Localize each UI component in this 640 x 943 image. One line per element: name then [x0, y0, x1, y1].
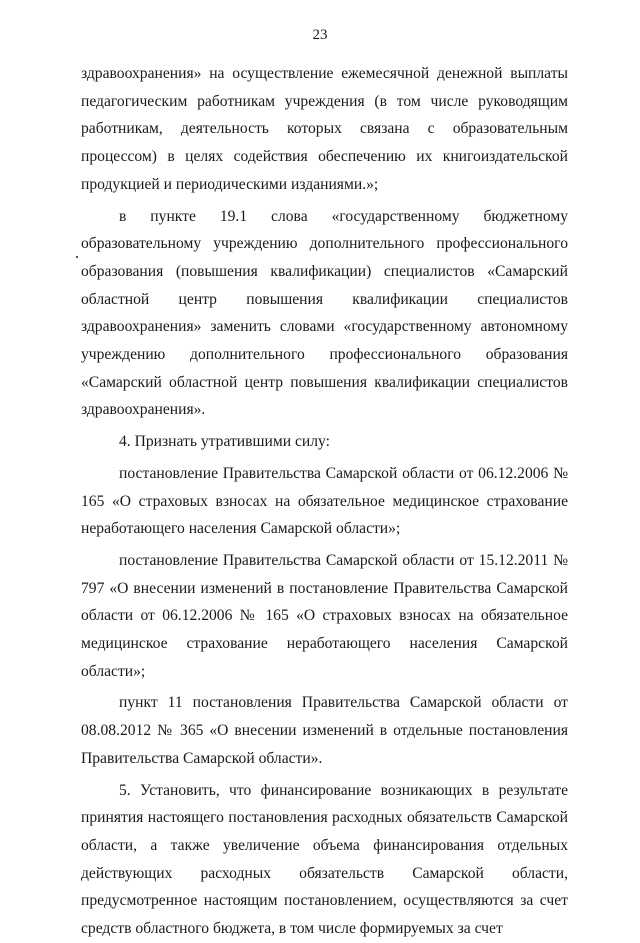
- paragraph-repeal-797: постановление Правительства Самарской области от 15.12.2011 № 797 «О внесении изменений в постановление Правительства Самарской области от 06.12.2006 № 165 «О страховых взносах на обязательное медицинское страхование неработающего населения Самарской области»;: [81, 551, 568, 680]
- paragraph-repeal-165: постановление Правительства Самарской области от 06.12.2006 № 165 «О страховых взносах на обязательное медицинское страхование неработающего населения Самарской области»;: [81, 464, 568, 538]
- document-body: [81, 60, 568, 943]
- paragraph-section-5: 5. Установить, что финансирование возникающих в результате принятия настоящего постановления расходных обязательств Самарской области, а также увеличение объема финансирования отдельных действующих расходных обязательств Самарской области, предусмотренное настоящим постановлением, осуществляются за счет средств областного бюджета, в том числе формируемых за счет: [81, 781, 568, 938]
- paragraph-continuation: здравоохранения» на осуществление ежемесячной денежной выплаты педагогическим работникам учреждения (в том числе руководящим работникам, деятельность которых связана с образовательным процессом) в целях содействия обеспечению их книгоиздательской продукцией и периодическими изданиями.»;: [81, 65, 568, 193]
- margin-mark: [76, 256, 78, 258]
- paragraph-item-19-1: в пункте 19.1 слова «государственному бюджетному образовательному учреждению дополнительного профессионального образования (повышения квалификации) специалистов «Самарский областной центр повышения квалификации специалистов здравоохранения» заменить словами «государственному автономному учреждению дополнительного профессионального образования «Самарский областной центр повышения квалификации специалистов здравоохранения».: [81, 207, 568, 419]
- page-number: 23: [312, 27, 328, 43]
- paragraph-repeal-365: пункт 11 постановления Правительства Самарской области от 08.08.2012 № 365 «О внесении изменений в отдельные постановления Правительства Самарской области».: [81, 694, 568, 767]
- paragraph-section-4: 4. Признать утратившими силу:: [119, 433, 330, 451]
